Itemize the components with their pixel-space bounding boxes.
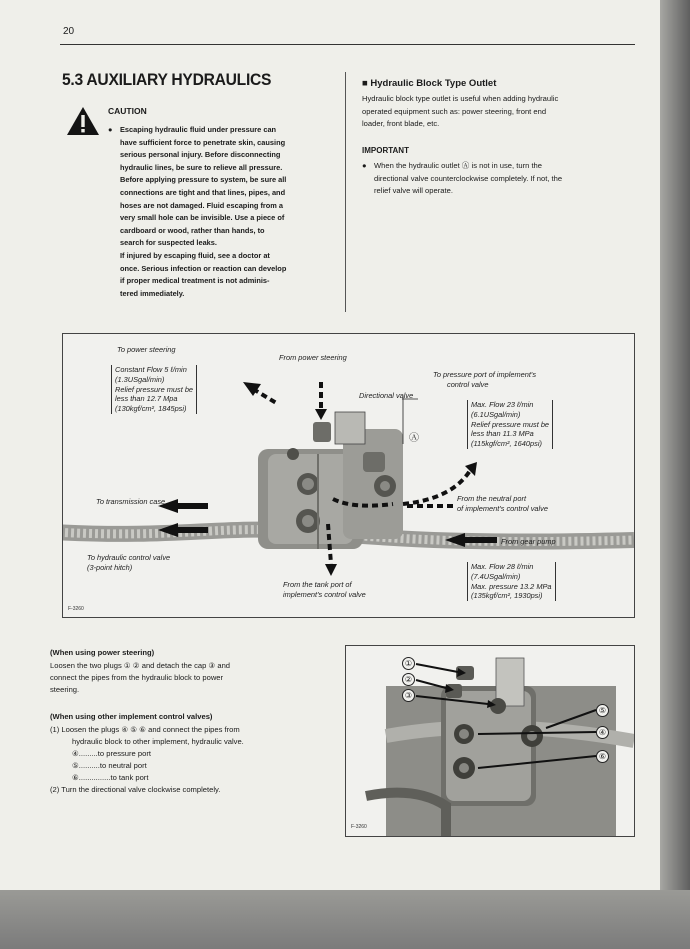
figure-code: F-3260 <box>351 824 367 830</box>
caution-line: connections are tight and that lines, pipes, and <box>120 187 286 197</box>
label-from-tank-port <box>283 580 366 600</box>
outlet-a-marker: Ⓐ <box>409 433 419 444</box>
header-rule <box>60 44 635 45</box>
callout-5: ⑤ <box>596 704 609 717</box>
power-steering-heading: (When using power steering) <box>50 648 155 657</box>
label-to-power-steering: To power steering <box>117 345 176 354</box>
spec-line: (115kgf/cm², 1640psi) <box>471 439 542 449</box>
section-title: 5.3 AUXILIARY HYDRAULICS <box>62 70 272 89</box>
block-outlet-text <box>362 93 634 131</box>
label-to-transmission: To transmission case <box>96 497 166 506</box>
warning-icon <box>66 106 100 136</box>
spec-line: Max. Flow 28 ℓ/min <box>471 562 534 571</box>
label-from-power-steering: From power steering <box>279 353 347 362</box>
label-line: To pressure port of implement's <box>433 370 537 379</box>
important-line: When the hydraulic outlet Ⓐ is not in use, turn the <box>374 161 542 170</box>
power-steering-line: steering. <box>50 685 80 694</box>
caution-line: tered immediately. <box>120 288 185 298</box>
step-line: (1) Loosen the plugs ④ ⑤ ⑥ and connect the pipes from <box>50 725 240 734</box>
label-from-gear-pump: From gear pump <box>501 537 556 546</box>
caution-line: have sufficient force to penetrate skin, causing <box>120 137 286 147</box>
important-line: relief valve will operate. <box>374 186 453 195</box>
power-steering-line: connect the pipes from the hydraulic block to power <box>50 673 224 682</box>
block-line: operated equipment such as: power steering, front end <box>362 106 547 116</box>
spec-line: Constant Flow 5 ℓ/min <box>115 365 187 374</box>
hydraulic-block-photo <box>346 646 634 836</box>
spec-line: less than 12.7 Mpa <box>115 394 178 404</box>
spec-line: Relief pressure must be <box>471 419 550 429</box>
caution-text <box>108 124 334 300</box>
scanner-bottom-margin <box>0 890 690 949</box>
spec-gear-pump <box>467 562 556 601</box>
spec-line: (135kgf/cm², 1930psi) <box>471 591 543 601</box>
other-implement-heading: (When using other implement control valves) <box>50 712 213 721</box>
page-number: 20 <box>63 26 75 37</box>
caution-line: if proper medical treatment is not adminis- <box>120 276 270 286</box>
spec-pressure-port <box>467 400 553 449</box>
spec-line: (130kgf/cm², 1845psi) <box>115 404 187 414</box>
spec-line: (7.4USgal/min) <box>471 571 521 581</box>
port-line: ⑥...............to tank port <box>72 773 149 782</box>
step-line: (2) Turn the directional valve clockwise completely. <box>50 785 221 794</box>
caution-line: If injured by escaping fluid, see a doctor at <box>120 250 270 260</box>
label-line: From the neutral port <box>457 494 527 503</box>
caution-line: cardboard or wood, rather than hands, to <box>120 225 265 235</box>
label-line: implement's control valve <box>283 589 366 599</box>
caution-line: hydraulic lines, be sure to relieve all pressure. <box>120 162 283 172</box>
spec-line: less than 11.3 MPa <box>471 429 534 439</box>
callout-1: ① <box>402 657 415 670</box>
block-line: Hydraulic block type outlet is useful when adding hydraulic <box>362 94 559 103</box>
hydraulic-block-flow-figure <box>62 333 635 618</box>
caution-line: search for suspected leaks. <box>120 238 217 248</box>
figure-code: F-3260 <box>68 606 84 612</box>
caution-line: Before applying pressure to system, be sure all <box>120 175 287 185</box>
important-bullet: ● <box>362 161 367 170</box>
caution-heading: CAUTION <box>108 106 147 116</box>
important-heading: IMPORTANT <box>362 146 409 155</box>
label-line: of implement's control valve <box>457 503 548 513</box>
power-steering-text <box>50 660 325 696</box>
caution-line: hoses are not damaged. Fluid escaping from a <box>120 200 284 210</box>
spec-line: Max. pressure 13.2 MPa <box>471 581 552 591</box>
power-steering-line: Loosen the two plugs ① ② and detach the cap ③ and <box>50 661 231 670</box>
callout-3: ③ <box>402 689 415 702</box>
column-divider <box>345 72 346 312</box>
port-line: ⑤..........to neutral port <box>72 761 147 770</box>
label-to-hydraulic-control <box>87 553 170 573</box>
caution-bullet: ● <box>108 125 113 134</box>
block-outlet-heading: ■ Hydraulic Block Type Outlet <box>362 78 497 89</box>
label-line: From the tank port of <box>283 580 352 589</box>
caution-line: Escaping hydraulic fluid under pressure can <box>120 125 277 134</box>
spec-power-steering <box>111 365 197 414</box>
important-line: directional valve counterclockwise completely. If not, the <box>374 173 563 183</box>
label-line: control valve <box>447 379 489 389</box>
important-text <box>362 160 634 198</box>
port-line: ④.........to pressure port <box>72 749 151 758</box>
label-to-pressure-port <box>433 370 536 390</box>
callout-6: ⑥ <box>596 750 609 763</box>
caution-line: very small hole can be invisible. Use a piece of <box>120 213 285 223</box>
caution-line: once. Serious infection or reaction can develop <box>120 263 287 273</box>
label-line: (3-point hitch) <box>87 562 133 572</box>
spec-line: Max. Flow 23 ℓ/min <box>471 400 534 409</box>
label-from-neutral-port <box>457 494 548 514</box>
spec-line: (1.3USgal/min) <box>115 374 165 384</box>
callout-4: ④ <box>596 726 609 739</box>
caution-line: serious personal injury. Before disconnecting <box>120 150 281 160</box>
callout-2: ② <box>402 673 415 686</box>
step-line: hydraulic block to other implement, hydraulic valve. <box>72 737 244 746</box>
label-directional-valve: Directional valve <box>359 391 414 400</box>
block-line: loader, front blade, etc. <box>362 119 440 128</box>
spec-line: (6.1USgal/min) <box>471 409 521 419</box>
label-line: To hydraulic control valve <box>87 553 171 562</box>
page-edge-shadow <box>660 0 690 949</box>
plug-location-figure <box>345 645 635 837</box>
spec-line: Relief pressure must be <box>115 384 194 394</box>
